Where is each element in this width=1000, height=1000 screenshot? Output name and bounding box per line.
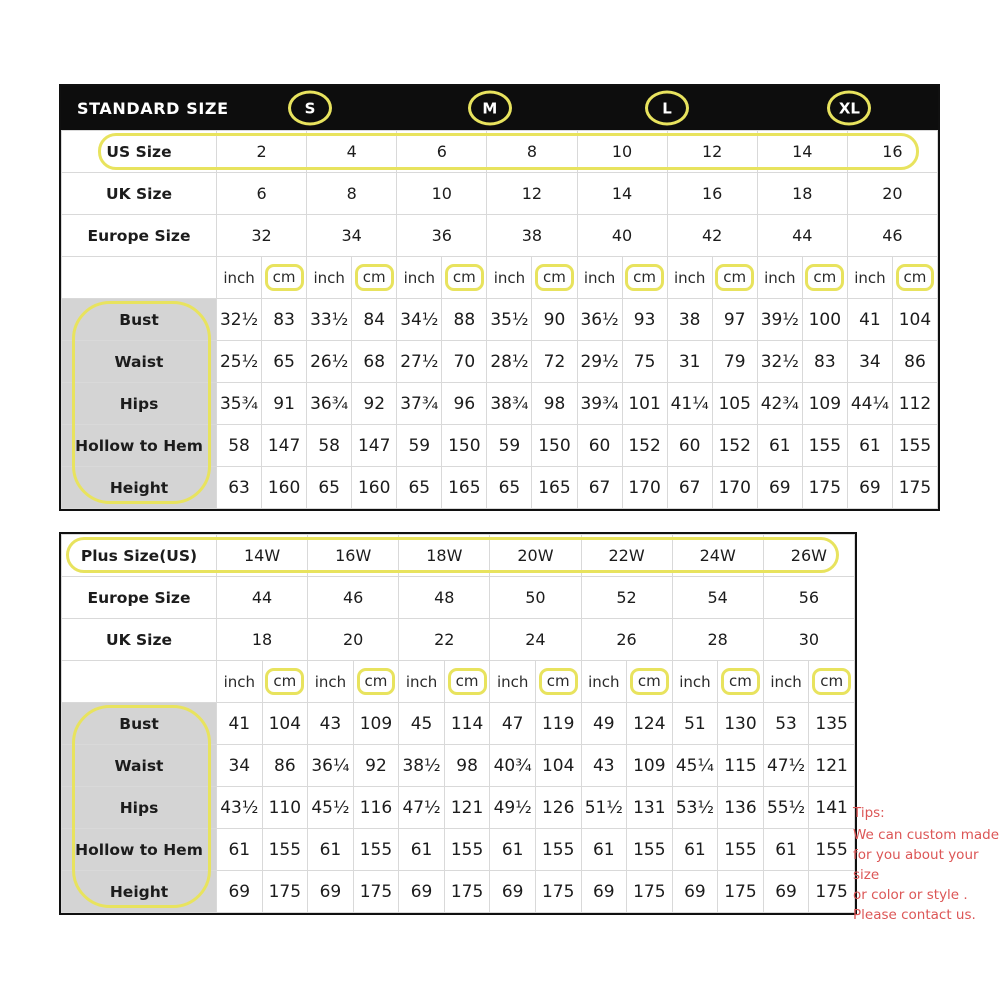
measurement-value-cell: 51	[672, 703, 718, 745]
measurement-value-cell: 61	[490, 829, 536, 871]
measurement-value-cell: 65	[397, 467, 442, 509]
measurement-value-cell: 39¾	[577, 383, 622, 425]
measurement-value-cell: 175	[718, 871, 764, 913]
measurement-value-cell: 60	[667, 425, 712, 467]
measurement-value-cell: 135	[809, 703, 855, 745]
measurement-row-label: Waist	[62, 745, 217, 787]
inch-unit-cell: inch	[217, 257, 262, 299]
measurement-value-cell: 155	[262, 829, 308, 871]
tips-title: Tips:	[853, 805, 885, 821]
measurement-value-cell: 45½	[308, 787, 354, 829]
measurement-value-cell: 28½	[487, 341, 532, 383]
size-value-cell: 10	[577, 131, 667, 173]
inch-unit-cell: inch	[490, 661, 536, 703]
size-row	[62, 173, 938, 215]
cm-unit-cell	[262, 257, 307, 299]
standard-size-header-bar	[61, 86, 938, 130]
size-value-cell: 24	[490, 619, 581, 661]
measurement-value-cell: 104	[262, 703, 308, 745]
size-value-cell: 42	[667, 215, 757, 257]
size-value-cell: 24W	[672, 535, 763, 577]
measurement-value-cell: 32½	[757, 341, 802, 383]
inch-unit-cell: inch	[577, 257, 622, 299]
size-value-cell: 34	[307, 215, 397, 257]
size-value-cell: 16	[847, 131, 937, 173]
measurement-value-cell: 53½	[672, 787, 718, 829]
measurement-row	[62, 745, 855, 787]
measurement-value-cell: 83	[802, 341, 847, 383]
measurement-value-cell: 121	[444, 787, 490, 829]
size-value-cell: 12	[667, 131, 757, 173]
cm-highlight-box: cm	[721, 668, 760, 695]
size-row-label: UK Size	[62, 173, 217, 215]
measurement-value-cell: 69	[217, 871, 263, 913]
measurement-value-cell: 61	[308, 829, 354, 871]
measurement-value-cell: 65	[487, 467, 532, 509]
cm-highlight-box: cm	[535, 264, 574, 291]
cm-highlight-box: cm	[805, 264, 844, 291]
measurement-value-cell: 43	[581, 745, 627, 787]
measurement-value-cell: 92	[352, 383, 397, 425]
measurement-row-label: Bust	[62, 299, 217, 341]
plus-size-table	[59, 532, 857, 915]
inch-unit-cell: inch	[847, 257, 892, 299]
measurement-value-cell: 58	[217, 425, 262, 467]
measurement-row	[62, 829, 855, 871]
measurement-value-cell: 75	[622, 341, 667, 383]
size-value-cell: 50	[490, 577, 581, 619]
size-row-label: Europe Size	[62, 577, 217, 619]
measurement-value-cell: 67	[577, 467, 622, 509]
cm-unit-cell	[718, 661, 764, 703]
size-value-cell: 18W	[399, 535, 490, 577]
size-value-cell: 56	[763, 577, 854, 619]
size-value-cell: 36	[397, 215, 487, 257]
tips-line: We can custom made	[853, 827, 1000, 843]
measurement-value-cell: 69	[763, 871, 809, 913]
measurement-value-cell: 36½	[577, 299, 622, 341]
standard-size-grid	[61, 130, 938, 509]
measurement-value-cell: 155	[627, 829, 673, 871]
measurement-value-cell: 45¼	[672, 745, 718, 787]
measurement-value-cell: 61	[217, 829, 263, 871]
measurement-value-cell: 105	[712, 383, 757, 425]
size-value-cell: 2	[217, 131, 307, 173]
measurement-value-cell: 101	[622, 383, 667, 425]
measurement-value-cell: 110	[262, 787, 308, 829]
measurement-value-cell: 165	[532, 467, 577, 509]
measurement-value-cell: 34	[217, 745, 263, 787]
size-row-label: Plus Size(US)	[62, 535, 217, 577]
measurement-value-cell: 69	[308, 871, 354, 913]
measurement-value-cell: 104	[535, 745, 581, 787]
measurement-value-cell: 35¾	[217, 383, 262, 425]
measurement-value-cell: 47½	[399, 787, 445, 829]
measurement-value-cell: 47½	[763, 745, 809, 787]
inch-unit-cell: inch	[217, 661, 263, 703]
cm-unit-cell	[532, 257, 577, 299]
measurement-value-cell: 175	[535, 871, 581, 913]
size-value-cell: 12	[487, 173, 577, 215]
size-value-cell: 30	[763, 619, 854, 661]
cm-highlight-box: cm	[265, 668, 304, 695]
measurement-value-cell: 175	[809, 871, 855, 913]
measurement-row-label: Bust	[62, 703, 217, 745]
measurement-row	[62, 787, 855, 829]
measurement-value-cell: 49	[581, 703, 627, 745]
cm-unit-cell	[535, 661, 581, 703]
size-value-cell: 44	[757, 215, 847, 257]
measurement-value-cell: 61	[672, 829, 718, 871]
measurement-row-label: Hollow to Hem	[62, 829, 217, 871]
cm-unit-cell	[809, 661, 855, 703]
inch-unit-cell: inch	[757, 257, 802, 299]
measurement-value-cell: 175	[892, 467, 937, 509]
size-value-cell: 22	[399, 619, 490, 661]
size-value-cell: 16W	[308, 535, 399, 577]
measurement-value-cell: 170	[712, 467, 757, 509]
size-value-cell: 54	[672, 577, 763, 619]
cm-highlight-box: cm	[812, 668, 851, 695]
measurement-value-cell: 165	[442, 467, 487, 509]
measurement-value-cell: 35½	[487, 299, 532, 341]
tips-line: for you about your size	[853, 847, 979, 883]
measurement-row-label: Hips	[62, 787, 217, 829]
measurement-value-cell: 61	[581, 829, 627, 871]
measurement-value-cell: 98	[444, 745, 490, 787]
size-row	[62, 215, 938, 257]
size-value-cell: 52	[581, 577, 672, 619]
tips-note	[853, 803, 1000, 925]
cm-highlight-box: cm	[539, 668, 578, 695]
size-value-cell: 44	[217, 577, 308, 619]
size-value-cell: 6	[397, 131, 487, 173]
size-badge-xl: XL	[827, 91, 871, 126]
units-row-empty-cell	[62, 257, 217, 299]
measurement-value-cell: 40¾	[490, 745, 536, 787]
measurement-value-cell: 38½	[399, 745, 445, 787]
size-value-cell: 18	[217, 619, 308, 661]
measurement-value-cell: 26½	[307, 341, 352, 383]
measurement-value-cell: 31	[667, 341, 712, 383]
cm-highlight-box: cm	[445, 264, 484, 291]
measurement-value-cell: 109	[802, 383, 847, 425]
cm-highlight-box: cm	[355, 264, 394, 291]
measurement-value-cell: 88	[442, 299, 487, 341]
measurement-value-cell: 32½	[217, 299, 262, 341]
measurement-row-label: Waist	[62, 341, 217, 383]
size-value-cell: 4	[307, 131, 397, 173]
measurement-value-cell: 39½	[757, 299, 802, 341]
size-badge-m: M	[468, 91, 512, 126]
measurement-value-cell: 36¾	[307, 383, 352, 425]
measurement-value-cell: 155	[892, 425, 937, 467]
size-value-cell: 8	[487, 131, 577, 173]
measurement-value-cell: 38	[667, 299, 712, 341]
measurement-value-cell: 69	[757, 467, 802, 509]
size-row-label: Europe Size	[62, 215, 217, 257]
units-row-empty-cell	[62, 661, 217, 703]
inch-unit-cell: inch	[672, 661, 718, 703]
measurement-value-cell: 63	[217, 467, 262, 509]
measurement-value-cell: 69	[399, 871, 445, 913]
measurement-value-cell: 115	[718, 745, 764, 787]
units-row	[62, 661, 855, 703]
measurement-value-cell: 29½	[577, 341, 622, 383]
inch-unit-cell: inch	[308, 661, 354, 703]
measurement-value-cell: 86	[262, 745, 308, 787]
measurement-value-cell: 44¼	[847, 383, 892, 425]
inch-unit-cell: inch	[763, 661, 809, 703]
measurement-value-cell: 59	[397, 425, 442, 467]
measurement-value-cell: 155	[353, 829, 399, 871]
measurement-value-cell: 47	[490, 703, 536, 745]
measurement-value-cell: 69	[490, 871, 536, 913]
measurement-value-cell: 155	[802, 425, 847, 467]
measurement-value-cell: 34½	[397, 299, 442, 341]
size-value-cell: 48	[399, 577, 490, 619]
measurement-value-cell: 49½	[490, 787, 536, 829]
size-row	[62, 131, 938, 173]
size-value-cell: 38	[487, 215, 577, 257]
measurement-value-cell: 98	[532, 383, 577, 425]
measurement-value-cell: 155	[444, 829, 490, 871]
cm-unit-cell	[802, 257, 847, 299]
size-value-cell: 14	[577, 173, 667, 215]
measurement-value-cell: 92	[353, 745, 399, 787]
size-value-cell: 6	[217, 173, 307, 215]
size-row-label: UK Size	[62, 619, 217, 661]
measurement-value-cell: 65	[262, 341, 307, 383]
measurement-value-cell: 43½	[217, 787, 263, 829]
size-value-cell: 10	[397, 173, 487, 215]
measurement-value-cell: 45	[399, 703, 445, 745]
cm-unit-cell	[262, 661, 308, 703]
measurement-row-label: Hips	[62, 383, 217, 425]
measurement-value-cell: 25½	[217, 341, 262, 383]
measurement-value-cell: 109	[353, 703, 399, 745]
size-value-cell: 40	[577, 215, 667, 257]
cm-highlight-box: cm	[625, 264, 664, 291]
measurement-row	[62, 871, 855, 913]
size-value-cell: 28	[672, 619, 763, 661]
measurement-row-label: Hollow to Hem	[62, 425, 217, 467]
size-value-cell: 46	[847, 215, 937, 257]
measurement-value-cell: 70	[442, 341, 487, 383]
measurement-row	[62, 383, 938, 425]
measurement-value-cell: 61	[399, 829, 445, 871]
measurement-value-cell: 69	[672, 871, 718, 913]
measurement-value-cell: 58	[307, 425, 352, 467]
size-value-cell: 14W	[217, 535, 308, 577]
measurement-value-cell: 160	[352, 467, 397, 509]
cm-unit-cell	[892, 257, 937, 299]
cm-highlight-box: cm	[896, 264, 935, 291]
measurement-value-cell: 96	[442, 383, 487, 425]
cm-highlight-box: cm	[630, 668, 669, 695]
measurement-value-cell: 41	[217, 703, 263, 745]
inch-unit-cell: inch	[397, 257, 442, 299]
measurement-value-cell: 119	[535, 703, 581, 745]
cm-unit-cell	[712, 257, 757, 299]
measurement-value-cell: 53	[763, 703, 809, 745]
measurement-value-cell: 55½	[763, 787, 809, 829]
measurement-value-cell: 68	[352, 341, 397, 383]
measurement-value-cell: 86	[892, 341, 937, 383]
measurement-row	[62, 425, 938, 467]
cm-unit-cell	[442, 257, 487, 299]
size-value-cell: 18	[757, 173, 847, 215]
measurement-value-cell: 37¾	[397, 383, 442, 425]
size-row	[62, 535, 855, 577]
measurement-row	[62, 299, 938, 341]
measurement-value-cell: 61	[757, 425, 802, 467]
size-row-label: US Size	[62, 131, 217, 173]
cm-highlight-box: cm	[448, 668, 487, 695]
inch-unit-cell: inch	[307, 257, 352, 299]
measurement-value-cell: 175	[627, 871, 673, 913]
measurement-value-cell: 83	[262, 299, 307, 341]
measurement-value-cell: 38¾	[487, 383, 532, 425]
size-value-cell: 20	[308, 619, 399, 661]
measurement-value-cell: 90	[532, 299, 577, 341]
measurement-value-cell: 131	[627, 787, 673, 829]
cm-unit-cell	[352, 257, 397, 299]
measurement-value-cell: 69	[581, 871, 627, 913]
measurement-value-cell: 116	[353, 787, 399, 829]
measurement-value-cell: 147	[262, 425, 307, 467]
measurement-value-cell: 170	[622, 467, 667, 509]
measurement-value-cell: 147	[352, 425, 397, 467]
measurement-value-cell: 121	[809, 745, 855, 787]
size-value-cell: 32	[217, 215, 307, 257]
measurement-row	[62, 341, 938, 383]
measurement-value-cell: 93	[622, 299, 667, 341]
measurement-value-cell: 175	[802, 467, 847, 509]
tips-line: or color or style .	[853, 887, 968, 903]
cm-highlight-box: cm	[265, 264, 304, 291]
cm-unit-cell	[627, 661, 673, 703]
measurement-value-cell: 150	[532, 425, 577, 467]
size-value-cell: 20	[847, 173, 937, 215]
cm-unit-cell	[353, 661, 399, 703]
measurement-value-cell: 141	[809, 787, 855, 829]
size-value-cell: 14	[757, 131, 847, 173]
measurement-value-cell: 175	[262, 871, 308, 913]
cm-unit-cell	[622, 257, 667, 299]
size-value-cell: 8	[307, 173, 397, 215]
inch-unit-cell: inch	[581, 661, 627, 703]
measurement-value-cell: 97	[712, 299, 757, 341]
size-value-cell: 26W	[763, 535, 854, 577]
measurement-row	[62, 703, 855, 745]
measurement-value-cell: 34	[847, 341, 892, 383]
size-badge-l: L	[645, 91, 689, 126]
plus-size-grid	[61, 534, 855, 913]
measurement-row	[62, 467, 938, 509]
measurement-value-cell: 36¼	[308, 745, 354, 787]
measurement-value-cell: 27½	[397, 341, 442, 383]
size-value-cell: 22W	[581, 535, 672, 577]
measurement-value-cell: 155	[535, 829, 581, 871]
size-value-cell: 46	[308, 577, 399, 619]
size-value-cell: 26	[581, 619, 672, 661]
measurement-value-cell: 130	[718, 703, 764, 745]
measurement-value-cell: 109	[627, 745, 673, 787]
measurement-value-cell: 175	[444, 871, 490, 913]
measurement-value-cell: 60	[577, 425, 622, 467]
measurement-value-cell: 126	[535, 787, 581, 829]
measurement-value-cell: 51½	[581, 787, 627, 829]
measurement-value-cell: 91	[262, 383, 307, 425]
cm-highlight-box: cm	[357, 668, 396, 695]
measurement-row-label: Height	[62, 467, 217, 509]
measurement-value-cell: 155	[718, 829, 764, 871]
measurement-value-cell: 114	[444, 703, 490, 745]
measurement-value-cell: 65	[307, 467, 352, 509]
measurement-value-cell: 104	[892, 299, 937, 341]
measurement-value-cell: 69	[847, 467, 892, 509]
inch-unit-cell: inch	[487, 257, 532, 299]
measurement-value-cell: 155	[809, 829, 855, 871]
inch-unit-cell: inch	[667, 257, 712, 299]
measurement-value-cell: 41¼	[667, 383, 712, 425]
size-value-cell: 16	[667, 173, 757, 215]
measurement-value-cell: 42¾	[757, 383, 802, 425]
inch-unit-cell: inch	[399, 661, 445, 703]
standard-size-title: STANDARD SIZE	[77, 98, 229, 118]
size-row	[62, 577, 855, 619]
tips-lines	[853, 825, 1000, 925]
measurement-value-cell: 152	[712, 425, 757, 467]
measurement-value-cell: 160	[262, 467, 307, 509]
size-row	[62, 619, 855, 661]
measurement-value-cell: 61	[847, 425, 892, 467]
measurement-value-cell: 41	[847, 299, 892, 341]
measurement-value-cell: 152	[622, 425, 667, 467]
measurement-value-cell: 136	[718, 787, 764, 829]
tips-line: Please contact us.	[853, 907, 976, 923]
measurement-value-cell: 79	[712, 341, 757, 383]
measurement-value-cell: 67	[667, 467, 712, 509]
measurement-value-cell: 124	[627, 703, 673, 745]
measurement-value-cell: 61	[763, 829, 809, 871]
measurement-value-cell: 43	[308, 703, 354, 745]
units-row	[62, 257, 938, 299]
standard-size-table	[59, 84, 940, 511]
measurement-row-label: Height	[62, 871, 217, 913]
measurement-value-cell: 100	[802, 299, 847, 341]
measurement-value-cell: 112	[892, 383, 937, 425]
size-badge-s: S	[288, 91, 332, 126]
measurement-value-cell: 84	[352, 299, 397, 341]
measurement-value-cell: 33½	[307, 299, 352, 341]
size-value-cell: 20W	[490, 535, 581, 577]
cm-unit-cell	[444, 661, 490, 703]
measurement-value-cell: 59	[487, 425, 532, 467]
measurement-value-cell: 72	[532, 341, 577, 383]
cm-highlight-box: cm	[715, 264, 754, 291]
measurement-value-cell: 175	[353, 871, 399, 913]
measurement-value-cell: 150	[442, 425, 487, 467]
